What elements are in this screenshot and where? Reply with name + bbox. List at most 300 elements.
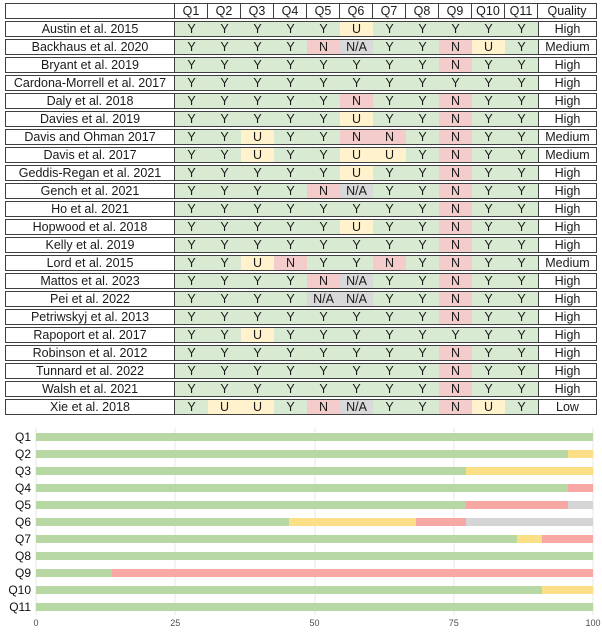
answer-cell: Y [241, 273, 274, 289]
answer-cell: N [373, 129, 406, 145]
answer-cell: Y [340, 381, 373, 397]
answer-cell: Y [208, 93, 241, 109]
answer-cell: Y [208, 183, 241, 199]
answer-cell: Y [373, 165, 406, 181]
answer-cell: Y [208, 327, 241, 343]
answer-cell: Y [340, 237, 373, 253]
chart-category-label: Q11 [9, 599, 31, 614]
quality-cell: High [538, 111, 597, 127]
bar-segment-y [36, 484, 568, 492]
bar-segment-u [517, 535, 542, 543]
answer-cell: Y [241, 57, 274, 73]
answer-cell: Y [472, 237, 505, 253]
answer-cell: Y [208, 165, 241, 181]
bar-segment-n [416, 518, 467, 526]
chart-category-label: Q5 [14, 497, 31, 512]
bar-segment-y [36, 467, 466, 475]
answer-cell: N [439, 381, 472, 397]
answer-cell: Y [274, 57, 307, 73]
bar-segment-u [568, 450, 593, 458]
chart-row [0, 445, 602, 462]
answer-cell: Y [505, 273, 538, 289]
answer-cell: Y [274, 345, 307, 361]
answer-cell: Y [307, 165, 340, 181]
answer-cell: Y [505, 345, 538, 361]
chart-category-label: Q10 [8, 582, 31, 597]
bar-track [36, 518, 593, 526]
answer-cell: U [241, 129, 274, 145]
quality-cell: High [538, 75, 597, 91]
answer-cell: Y [373, 183, 406, 199]
quality-cell: High [538, 237, 597, 253]
answer-cell: U [241, 147, 274, 163]
plot-area [0, 428, 602, 615]
answer-cell: Y [406, 327, 439, 343]
answer-cell: Y [307, 363, 340, 379]
quality-cell: High [538, 327, 597, 343]
chart-category-label: Q9 [14, 565, 31, 580]
answer-cell: Y [274, 147, 307, 163]
answer-cell: U [340, 219, 373, 235]
answer-cell: Y [274, 309, 307, 325]
answer-cell: Y [406, 21, 439, 37]
chart-row [0, 462, 602, 479]
answer-cell: Y [439, 21, 472, 37]
answer-cell: Y [505, 381, 538, 397]
answer-cell: Y [241, 21, 274, 37]
answer-cell: Y [307, 219, 340, 235]
study-name: Austin et al. 2015 [5, 21, 175, 37]
answer-cell: N [439, 165, 472, 181]
answer-cell: N [439, 93, 472, 109]
answer-cell: Y [406, 111, 439, 127]
answer-cell: N/A [340, 273, 373, 289]
answer-cell: Y [340, 309, 373, 325]
answer-cell: Y [241, 363, 274, 379]
answer-cell: Y [208, 75, 241, 91]
column-header: Q5 [307, 3, 340, 19]
answer-cell: Y [439, 327, 472, 343]
table-row [5, 201, 597, 217]
study-name: Davies et al. 2019 [5, 111, 175, 127]
column-header: Q2 [208, 3, 241, 19]
quality-cell: High [538, 273, 597, 289]
table-row [5, 255, 597, 271]
study-column-header [5, 3, 175, 19]
answer-cell: Y [274, 273, 307, 289]
answer-cell: Y [307, 345, 340, 361]
bar-segment-u [466, 467, 593, 475]
answer-cell: Y [505, 399, 538, 415]
x-tick-label: 75 [448, 618, 459, 628]
answer-cell: Y [274, 363, 307, 379]
answer-cell: Y [208, 201, 241, 217]
answer-cell: Y [373, 75, 406, 91]
chart-row [0, 564, 602, 581]
answer-cell: Y [472, 57, 505, 73]
answer-cell: N [340, 93, 373, 109]
answer-cell: Y [208, 147, 241, 163]
answer-cell: N [439, 255, 472, 271]
answer-cell: Y [307, 237, 340, 253]
answer-cell: U [340, 165, 373, 181]
quality-cell: High [538, 183, 597, 199]
answer-cell: Y [241, 165, 274, 181]
answer-cell: N [439, 147, 472, 163]
bar-segment-u [542, 586, 593, 594]
answer-cell: Y [175, 363, 208, 379]
study-name: Xie et al. 2018 [5, 399, 175, 415]
answer-cell: Y [406, 363, 439, 379]
answer-cell: Y [505, 165, 538, 181]
table-row [5, 237, 597, 253]
table-row [5, 111, 597, 127]
answer-cell: Y [373, 201, 406, 217]
answer-cell: Y [373, 219, 406, 235]
bar-segment-y [36, 535, 517, 543]
answer-cell: Y [175, 93, 208, 109]
answer-cell: N/A [340, 291, 373, 307]
answer-cell: Y [472, 273, 505, 289]
chart-row [0, 547, 602, 564]
answer-cell: Y [241, 183, 274, 199]
quality-cell: Medium [538, 147, 597, 163]
answer-cell: Y [241, 291, 274, 307]
answer-cell: Y [406, 273, 439, 289]
answer-cell: Y [505, 39, 538, 55]
answer-cell: Y [175, 147, 208, 163]
answer-cell: Y [274, 183, 307, 199]
answer-cell: Y [175, 57, 208, 73]
answer-cell: Y [274, 237, 307, 253]
bar-track [36, 450, 593, 458]
answer-cell: Y [406, 381, 439, 397]
chart-category-label: Q2 [14, 446, 31, 461]
answer-cell: Y [208, 219, 241, 235]
answer-cell: Y [472, 363, 505, 379]
column-header: Q3 [241, 3, 274, 19]
chart-row [0, 428, 602, 445]
answer-cell: N [439, 129, 472, 145]
answer-cell: N [439, 345, 472, 361]
answer-cell: Y [208, 111, 241, 127]
answer-cell: Y [406, 255, 439, 271]
answer-cell: Y [340, 201, 373, 217]
answer-cell: Y [274, 111, 307, 127]
chart-category-label: Q8 [14, 548, 31, 563]
answer-cell: Y [175, 165, 208, 181]
answer-cell: N [307, 399, 340, 415]
answer-cell: U [340, 111, 373, 127]
answer-cell: Y [274, 129, 307, 145]
answer-cell: Y [307, 93, 340, 109]
bar-track [36, 433, 593, 441]
answer-cell: Y [208, 39, 241, 55]
answer-cell: N [439, 39, 472, 55]
answer-cell: Y [175, 327, 208, 343]
answer-cell: Y [472, 219, 505, 235]
answer-cell: Y [406, 291, 439, 307]
study-name: Hopwood et al. 2018 [5, 219, 175, 235]
quality-assessment-table [5, 1, 597, 417]
answer-cell: N [340, 129, 373, 145]
table-row [5, 399, 597, 415]
answer-cell: Y [406, 129, 439, 145]
answer-cell: Y [307, 57, 340, 73]
answer-cell: Y [175, 219, 208, 235]
bar-track [36, 467, 593, 475]
chart-category-label: Q4 [14, 480, 31, 495]
table-row [5, 39, 597, 55]
answer-cell: N [439, 219, 472, 235]
answer-cell: Y [472, 381, 505, 397]
answer-cell: Y [274, 93, 307, 109]
answer-cell: Y [505, 57, 538, 73]
study-name: Cardona-Morrell et al. 2017 [5, 75, 175, 91]
answer-cell: Y [307, 129, 340, 145]
answer-cell: Y [208, 309, 241, 325]
answer-cell: Y [406, 57, 439, 73]
study-name: Tunnard et al. 2022 [5, 363, 175, 379]
table-row [5, 165, 597, 181]
answer-cell: Y [373, 399, 406, 415]
answer-cell: Y [373, 291, 406, 307]
answer-cell: U [340, 147, 373, 163]
answer-cell: Y [340, 75, 373, 91]
answer-cell: Y [505, 147, 538, 163]
summary-stacked-bar-chart [0, 428, 602, 631]
answer-cell: Y [373, 327, 406, 343]
answer-cell: Y [274, 291, 307, 307]
quality-cell: High [538, 345, 597, 361]
table-row [5, 273, 597, 289]
answer-cell: Y [373, 363, 406, 379]
bar-track [36, 535, 593, 543]
answer-cell: Y [307, 327, 340, 343]
answer-cell: N [439, 309, 472, 325]
answer-cell: U [472, 39, 505, 55]
answer-cell: Y [274, 39, 307, 55]
answer-cell: Y [373, 39, 406, 55]
chart-category-label: Q1 [14, 429, 31, 444]
study-name: Davis and Ohman 2017 [5, 129, 175, 145]
study-name: Mattos et al. 2023 [5, 273, 175, 289]
answer-cell: N [439, 111, 472, 127]
table-row [5, 363, 597, 379]
answer-cell: Y [175, 273, 208, 289]
column-header: Q9 [439, 3, 472, 19]
bar-segment-y [36, 603, 593, 611]
answer-cell: Y [175, 345, 208, 361]
bar-segment-y [36, 518, 289, 526]
bar-track [36, 569, 593, 577]
table-row [5, 309, 597, 325]
answer-cell: Y [241, 111, 274, 127]
quality-cell: Medium [538, 39, 597, 55]
answer-cell: Y [307, 21, 340, 37]
answer-cell: Y [505, 21, 538, 37]
answer-cell: N [439, 183, 472, 199]
bar-segment-y [36, 586, 542, 594]
answer-cell: N [439, 237, 472, 253]
answer-cell: N/A [307, 291, 340, 307]
answer-cell: Y [373, 21, 406, 37]
study-name: Daly et al. 2018 [5, 93, 175, 109]
answer-cell: N/A [340, 399, 373, 415]
chart-row [0, 479, 602, 496]
answer-cell: Y [274, 75, 307, 91]
table-row [5, 381, 597, 397]
bar-track [36, 501, 593, 509]
answer-cell: Y [439, 75, 472, 91]
answer-cell: Y [340, 327, 373, 343]
answer-cell: Y [505, 201, 538, 217]
answer-cell: N [439, 201, 472, 217]
answer-cell: Y [307, 309, 340, 325]
study-name: Bryant et al. 2019 [5, 57, 175, 73]
x-tick-label: 100 [585, 618, 601, 628]
answer-cell: Y [175, 111, 208, 127]
answer-cell: Y [241, 345, 274, 361]
answer-cell: Y [505, 129, 538, 145]
answer-cell: Y [373, 111, 406, 127]
quality-cell: High [538, 381, 597, 397]
answer-cell: Y [472, 75, 505, 91]
x-tick-label: 25 [170, 618, 181, 628]
answer-cell: Y [505, 309, 538, 325]
answer-cell: Y [505, 93, 538, 109]
bar-segment-n-a [568, 501, 593, 509]
answer-cell: N [307, 273, 340, 289]
answer-cell: Y [175, 399, 208, 415]
bar-segment-n [466, 501, 567, 509]
chart-row [0, 513, 602, 530]
answer-cell: N [373, 255, 406, 271]
table-row [5, 57, 597, 73]
answer-cell: Y [406, 399, 439, 415]
study-name: Gench et al. 2021 [5, 183, 175, 199]
answer-cell: Y [241, 75, 274, 91]
answer-cell: Y [175, 255, 208, 271]
answer-cell: Y [241, 381, 274, 397]
answer-cell: Y [175, 21, 208, 37]
study-name: Backhaus et al. 2020 [5, 39, 175, 55]
answer-cell: Y [406, 147, 439, 163]
answer-cell: Y [406, 201, 439, 217]
answer-cell: Y [340, 255, 373, 271]
study-name: Geddis-Regan et al. 2021 [5, 165, 175, 181]
study-name: Pei et al. 2022 [5, 291, 175, 307]
quality-cell: High [538, 165, 597, 181]
answer-cell: Y [208, 363, 241, 379]
bar-segment-y [36, 450, 568, 458]
answer-cell: Y [472, 309, 505, 325]
answer-cell: Y [175, 201, 208, 217]
answer-cell: U [472, 399, 505, 415]
answer-cell: Y [472, 291, 505, 307]
answer-cell: Y [373, 93, 406, 109]
answer-cell: Y [472, 255, 505, 271]
chart-row [0, 581, 602, 598]
answer-cell: Y [373, 381, 406, 397]
x-tick-label: 0 [33, 618, 39, 628]
answer-cell: Y [472, 93, 505, 109]
bar-segment-n [568, 484, 593, 492]
table-header [5, 3, 597, 19]
answer-cell: Y [274, 165, 307, 181]
answer-cell: N [439, 363, 472, 379]
table-row [5, 345, 597, 361]
chart-row [0, 598, 602, 615]
answer-cell: Y [208, 345, 241, 361]
answer-cell: Y [241, 237, 274, 253]
answer-cell: Y [406, 183, 439, 199]
answer-cell: Y [406, 39, 439, 55]
answer-cell: N [307, 183, 340, 199]
answer-cell: Y [373, 237, 406, 253]
chart-category-label: Q6 [14, 514, 31, 529]
answer-cell: U [241, 327, 274, 343]
bar-segment-y [36, 501, 466, 509]
quality-cell: High [538, 291, 597, 307]
answer-cell: Y [175, 183, 208, 199]
answer-cell: Y [274, 381, 307, 397]
bar-segment-y [36, 433, 593, 441]
answer-cell: Y [208, 57, 241, 73]
answer-cell: Y [505, 327, 538, 343]
study-name: Walsh et al. 2021 [5, 381, 175, 397]
answer-cell: Y [274, 21, 307, 37]
answer-cell: Y [406, 309, 439, 325]
answer-cell: Y [340, 363, 373, 379]
study-name: Petriwskyj et al. 2013 [5, 309, 175, 325]
answer-cell: Y [274, 327, 307, 343]
answer-cell: U [241, 255, 274, 271]
answer-cell: Y [241, 39, 274, 55]
answer-cell: Y [472, 201, 505, 217]
table-row [5, 327, 597, 343]
answer-cell: U [340, 21, 373, 37]
answer-cell: Y [472, 327, 505, 343]
quality-cell: High [538, 309, 597, 325]
answer-cell: Y [406, 345, 439, 361]
answer-cell: Y [406, 219, 439, 235]
answer-cell: Y [505, 291, 538, 307]
answer-cell: Y [175, 381, 208, 397]
bar-segment-n [112, 569, 593, 577]
answer-cell: Y [340, 345, 373, 361]
answer-cell: Y [472, 345, 505, 361]
answer-cell: Y [472, 165, 505, 181]
table-row [5, 75, 597, 91]
answer-cell: Y [175, 129, 208, 145]
answer-cell: Y [208, 381, 241, 397]
study-name: Robinson et al. 2012 [5, 345, 175, 361]
study-name: Ho et al. 2021 [5, 201, 175, 217]
column-header: Q10 [472, 3, 505, 19]
answer-cell: Y [406, 93, 439, 109]
answer-cell: N [439, 57, 472, 73]
quality-cell: High [538, 21, 597, 37]
answer-cell: Y [373, 57, 406, 73]
answer-cell: Y [472, 129, 505, 145]
bar-track [36, 552, 593, 560]
answer-cell: N [439, 399, 472, 415]
answer-cell: Y [175, 75, 208, 91]
answer-cell: Y [373, 345, 406, 361]
answer-cell: Y [472, 183, 505, 199]
study-name: Rapoport et al. 2017 [5, 327, 175, 343]
